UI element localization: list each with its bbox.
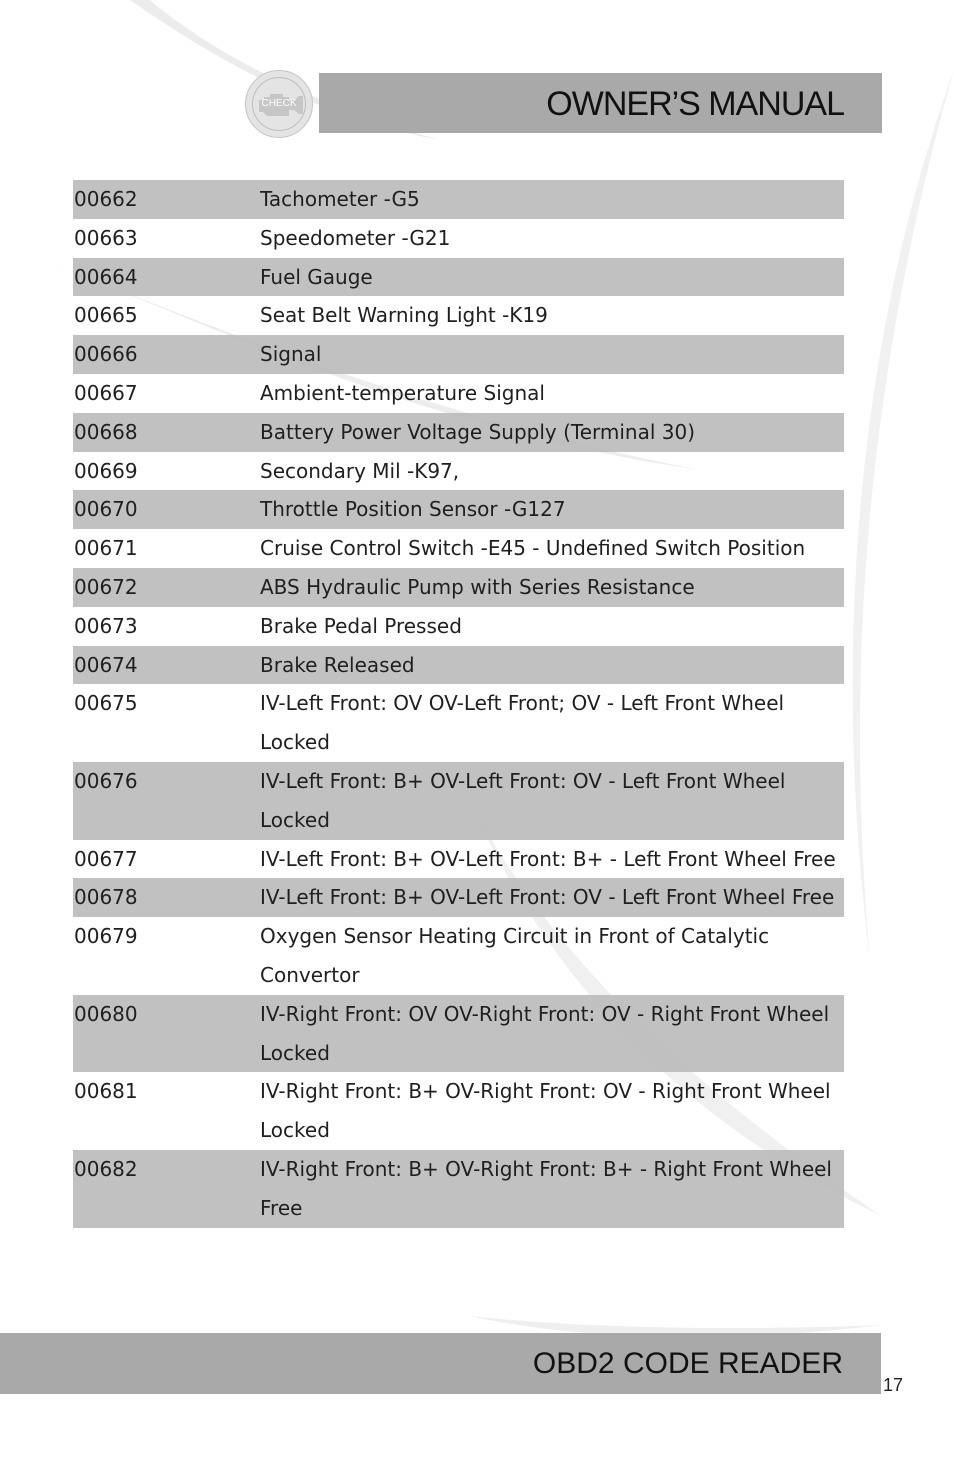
table-row (73, 840, 844, 879)
fault-code: 00673 (74, 613, 138, 638)
fault-description: IV-Right Front: OV OV-Right Front: OV - Right Front Wheel Locked (260, 1001, 830, 1065)
table-row (73, 878, 844, 917)
fault-code: 00667 (74, 380, 138, 405)
fault-code: 00670 (74, 497, 138, 522)
fault-code: 00668 (74, 419, 138, 444)
fault-description: Seat Belt Warning Light -K19 (260, 303, 548, 328)
fault-description: IV-Left Front: B+ OV-Left Front: OV - Left Front Wheel Free (260, 885, 835, 910)
table-row (73, 684, 844, 762)
fault-code: 00662 (74, 187, 138, 211)
fault-code: 00671 (74, 536, 138, 561)
footer-bar (0, 1333, 881, 1394)
fault-description: IV-Right Front: B+ OV-Right Front: B+ - Right Front Wheel Free (260, 1156, 832, 1220)
fault-description: IV-Right Front: B+ OV-Right Front: OV - Right Front Wheel Locked (260, 1079, 831, 1143)
fault-description: Ambient-temperature Signal (260, 380, 545, 405)
table-row (73, 1150, 844, 1228)
table-row (73, 335, 844, 374)
fault-description: Speedometer -G21 (260, 225, 451, 250)
fault-code: 00677 (74, 846, 138, 871)
fault-code: 00682 (74, 1156, 138, 1181)
fault-description: Cruise Control Switch -E45 - Undefined Switch Position (260, 536, 806, 561)
table-row (73, 452, 844, 491)
fault-code: 00665 (74, 303, 138, 328)
logo-label: CHECK (261, 98, 297, 109)
table-row (73, 374, 844, 413)
fault-code: 00680 (74, 1001, 138, 1026)
fault-code: 00664 (74, 264, 138, 289)
table-row (73, 413, 844, 452)
fault-description: ABS Hydraulic Pump with Series Resistance (260, 574, 695, 599)
table-row (73, 219, 844, 258)
table-row (73, 568, 844, 607)
fault-description: IV-Left Front: OV OV-Left Front; OV - Left Front Wheel Locked (260, 691, 785, 755)
fault-code: 00675 (74, 691, 138, 716)
fault-code: 00669 (74, 458, 138, 483)
fault-description: Oxygen Sensor Heating Circuit in Front of Catalytic Convertor (260, 924, 770, 987)
table-row (73, 180, 844, 219)
fault-description: IV-Left Front: B+ OV-Left Front: OV - Left Front Wheel Locked (260, 768, 786, 832)
fault-code: 00666 (74, 342, 138, 367)
table-row (73, 258, 844, 297)
fault-description: Secondary Mil -K97, (260, 458, 460, 483)
fault-description: IV-Left Front: B+ OV-Left Front: B+ - Left Front Wheel Free (260, 846, 836, 871)
page-number: 17 (883, 1375, 904, 1395)
table-row (73, 917, 844, 995)
table-row (73, 529, 844, 568)
fault-code: 00674 (74, 652, 138, 677)
table-row (73, 762, 844, 840)
fault-description: Brake Released (260, 652, 415, 677)
fault-code: 00681 (74, 1079, 138, 1104)
table-row (73, 995, 844, 1073)
table-row (73, 1072, 844, 1150)
page-title: OWNER’S MANUAL (546, 85, 844, 123)
fault-code: 00678 (74, 885, 138, 910)
table-row (73, 607, 844, 646)
table-row (73, 490, 844, 529)
fault-code: 00679 (74, 924, 138, 949)
fault-description: Brake Pedal Pressed (260, 613, 462, 638)
fault-description: Fuel Gauge (260, 264, 373, 289)
fault-code: 00672 (74, 574, 138, 599)
fault-code: 00663 (74, 225, 138, 250)
table-row (73, 646, 844, 685)
fault-description: Throttle Position Sensor -G127 (260, 497, 566, 522)
table-row (73, 296, 844, 335)
footer-title: OBD2 CODE READER (532, 1347, 843, 1380)
fault-description: Tachometer -G5 (260, 187, 420, 211)
fault-description: Signal (260, 342, 322, 367)
fault-description: Battery Power Voltage Supply (Terminal 30) (260, 419, 696, 444)
header-bar (319, 73, 882, 133)
fault-code: 00676 (74, 768, 138, 793)
check-engine-icon (245, 70, 313, 138)
fault-code-table (73, 180, 844, 1228)
